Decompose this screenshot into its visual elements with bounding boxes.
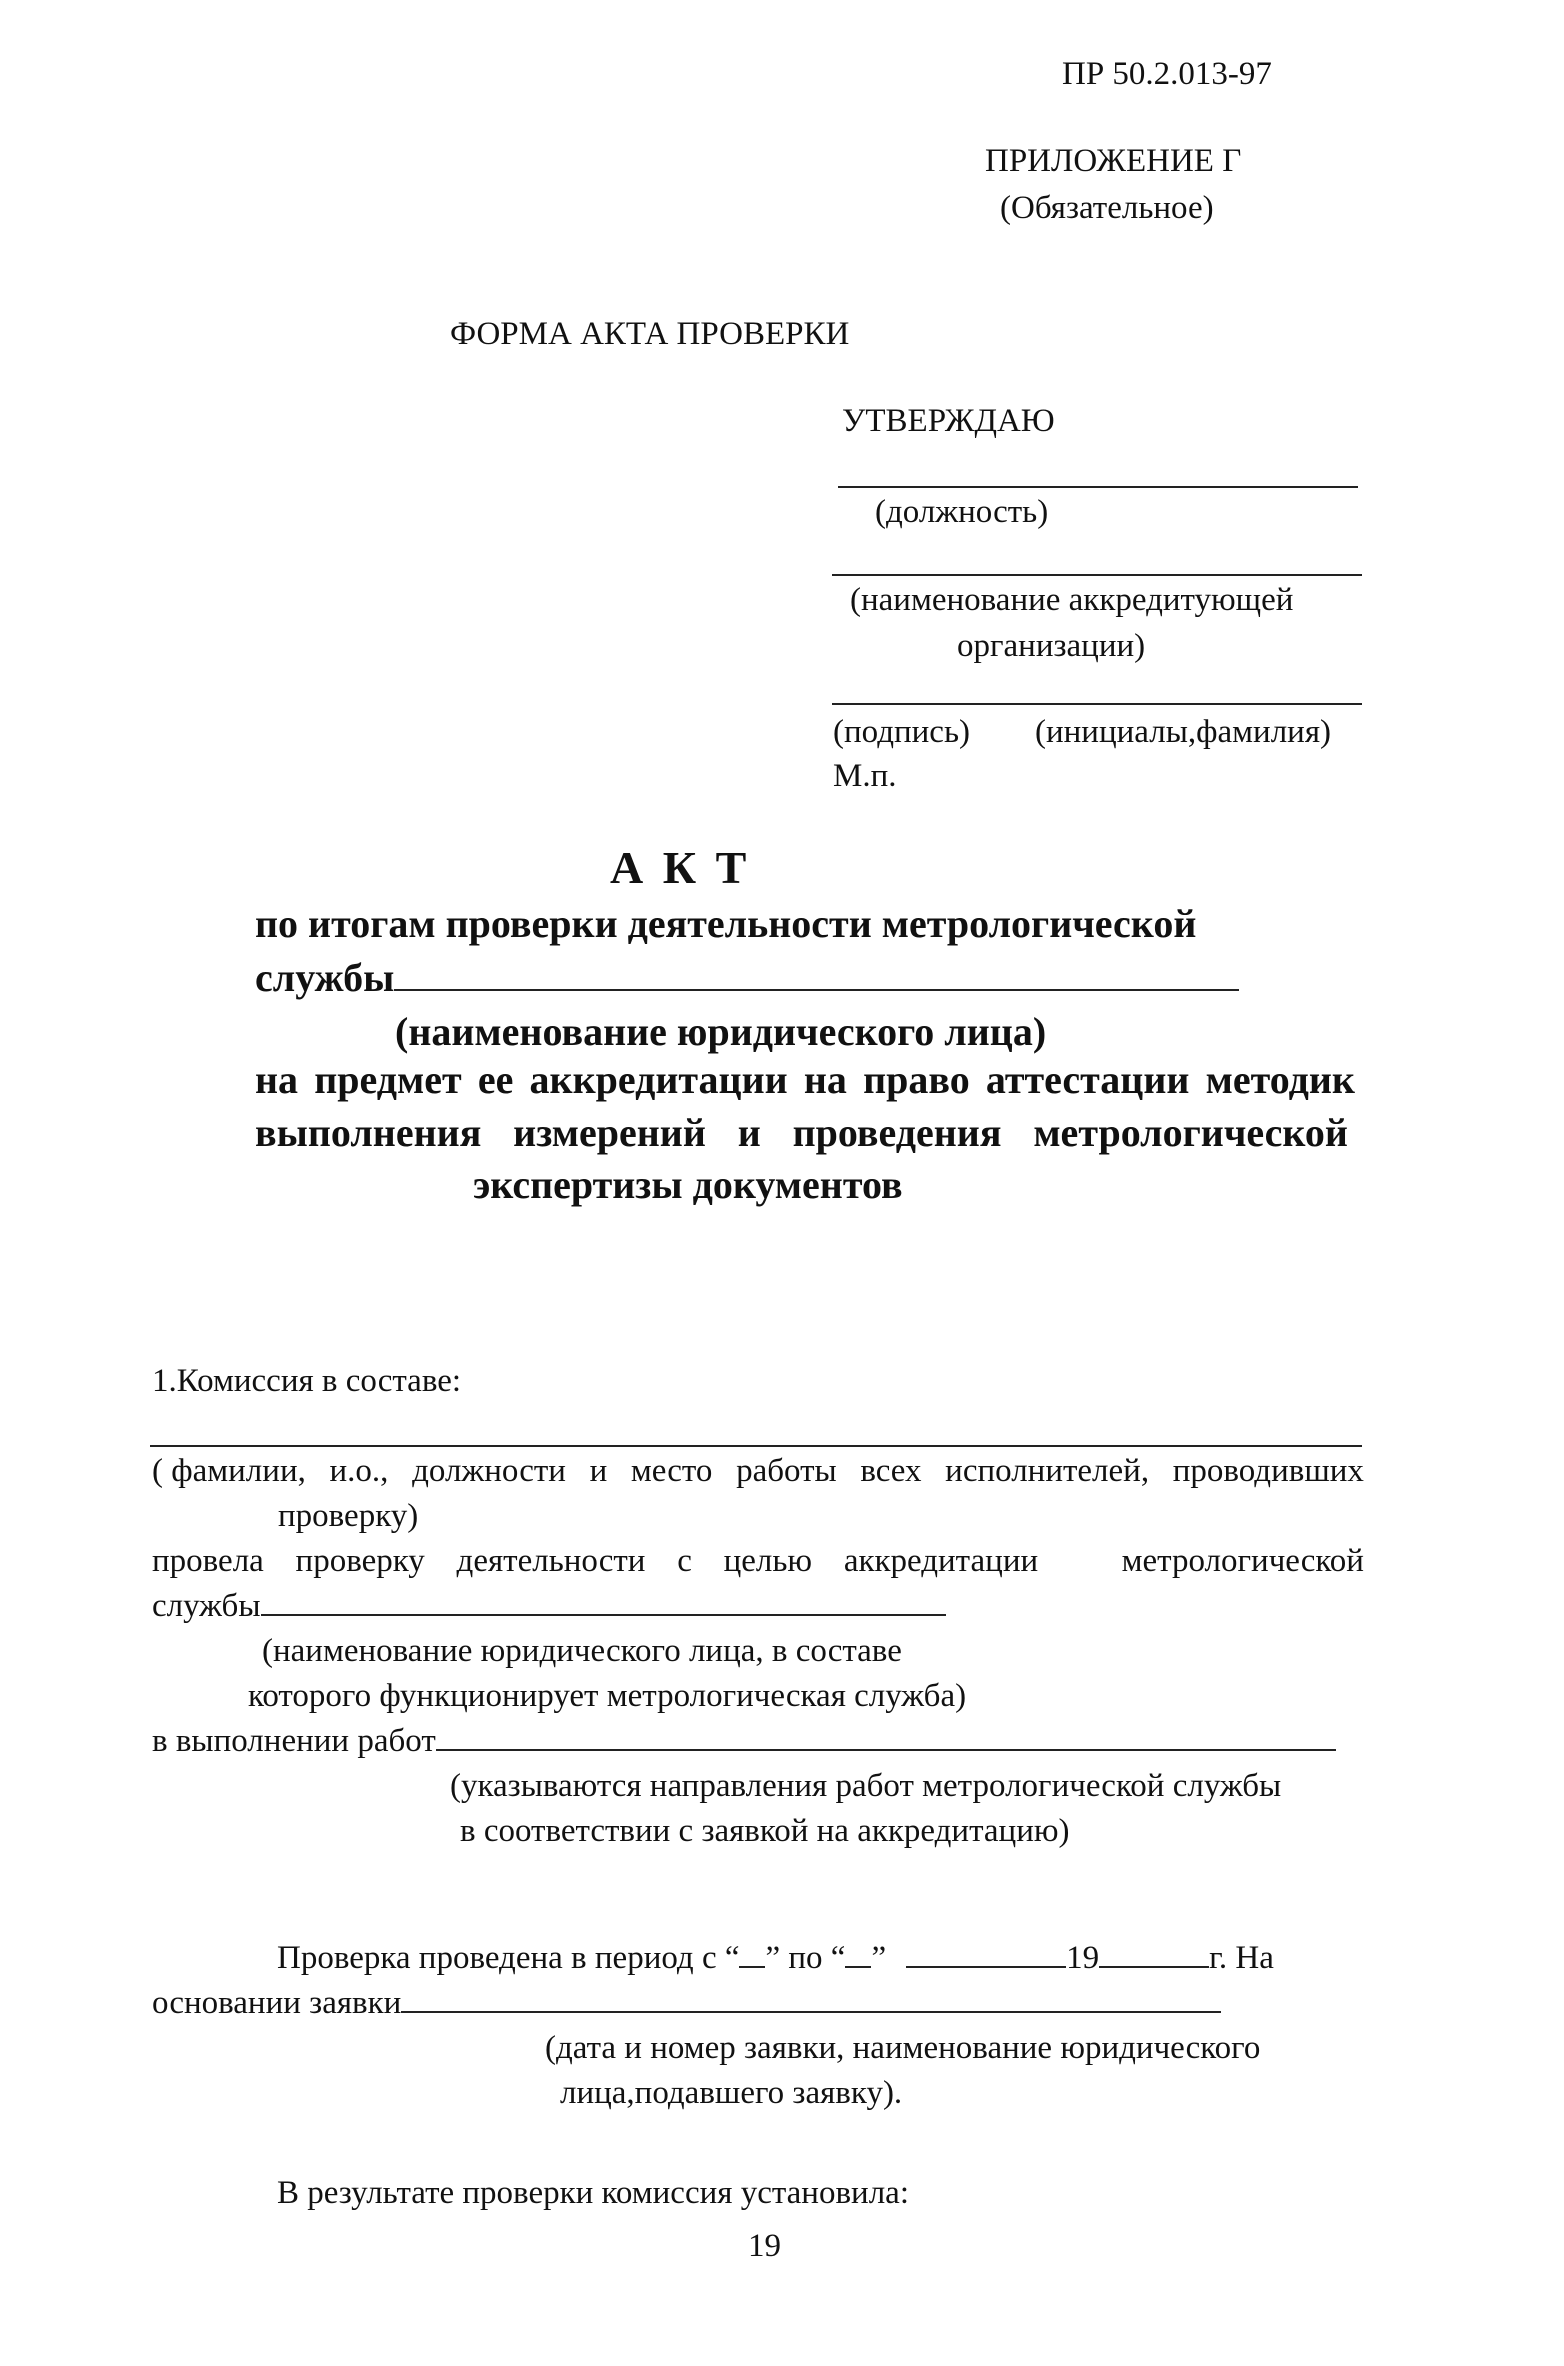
organization-line [832,574,1362,576]
position-line [838,486,1358,488]
entity-hint-line-2: которого функционирует метрологическая служба) [248,1678,967,1714]
conducted-word: метрологической [1121,1543,1364,1579]
period-text-a: Проверка проведена в период с “ [277,1940,740,1976]
period-year: 19 [1066,1940,1100,1976]
period-text-b: ” по “ [765,1940,846,1976]
members-hint-word: должности [412,1453,566,1489]
members-hint-line-2: проверку) [278,1498,419,1534]
act-line-4-word: аккредитации [529,1057,788,1102]
conducted-word: провела [152,1543,264,1579]
works-hint-line-2: в соответствии с заявкой на аккредитацию) [460,1813,1070,1849]
act-line-6: экспертизы документов [473,1162,903,1207]
act-line-4-word: на [255,1057,299,1102]
spacer [1070,1545,1090,1578]
basis-hint-line-2: лица,подавшего заявку). [560,2075,903,2111]
service-entity-blank [261,1614,946,1616]
appendix-note: (Обязательное) [1000,190,1214,226]
signature-caption: (подпись) [833,714,970,750]
period-from-day-blank [739,1966,765,1968]
works-label: в выполнении работ [152,1723,436,1759]
act-line-5-word: проведения [792,1110,1002,1155]
works-hint-line-1: (указываются направления работ метрологической службы [450,1768,1282,1804]
period-month-blank [906,1966,1066,1968]
position-caption: (должность) [875,494,1049,530]
members-hint-word: и [589,1453,608,1489]
act-service-label: службы [255,955,395,1000]
act-line-5-word: метрологической [1033,1110,1348,1155]
act-line-4-word: право [863,1057,970,1102]
commission-label: 1.Комиссия в составе: [152,1363,462,1399]
basis-label: основании заявки [152,1985,402,2021]
conducted-word: целью [723,1543,813,1579]
seal-label: М.п. [833,758,897,794]
act-line-4-word: на [803,1057,847,1102]
period-to-day-blank [845,1966,871,1968]
signature-line [832,703,1362,705]
approve-label: УТВЕРЖДАЮ [842,403,1055,439]
act-line-5-word: измерений [513,1110,706,1155]
service-label: службы [152,1588,261,1624]
conducted-word: проверку [295,1543,425,1579]
members-hint-word: место [630,1453,713,1489]
basis-hint-line-1: (дата и номер заявки, наименование юридического [545,2030,1261,2066]
works-blank [436,1749,1336,1751]
period-year-blank [1099,1966,1209,1968]
organization-caption-2: организации) [957,628,1146,664]
page-number: 19 [748,2228,781,2264]
appendix-title: ПРИЛОЖЕНИЕ Г [985,143,1242,179]
initials-caption: (инициалы,фамилия) [1035,714,1331,750]
members-hint-word: исполнителей, [945,1453,1150,1489]
basis-line [152,1987,1221,2020]
act-line-5-word: выполнения [255,1110,482,1155]
members-hint-word: всех [860,1453,922,1489]
act-line-5-word: и [737,1110,761,1155]
period-text-c: ” [871,1940,887,1976]
period-line [277,1942,1274,1975]
members-hint-word: работы [736,1453,837,1489]
act-line-4-word: аттестации [985,1057,1190,1102]
conducted-word: с [677,1543,692,1579]
members-hint-word: проводивших [1172,1453,1364,1489]
act-line-4 [255,1057,1355,1102]
act-line-5 [255,1110,1348,1155]
legal-entity-blank [394,989,1239,991]
members-hint-word: ( фамилии, [152,1453,306,1489]
entity-hint-line-1: (наименование юридического лица, в составе [262,1633,902,1669]
form-title: ФОРМА АКТА ПРОВЕРКИ [450,316,850,352]
basis-blank [401,2011,1221,2013]
conducted-word: аккредитации [843,1543,1039,1579]
conducted-word: деятельности [456,1543,646,1579]
act-line-4-word: ее [477,1057,514,1102]
act-line-4-word: предмет [314,1057,462,1102]
conducted-line [152,1545,1364,1578]
members-hint-word: и.о., [329,1453,389,1489]
act-line-2 [255,955,1239,1000]
act-line-4-word: методик [1205,1057,1355,1102]
organization-caption-1: (наименование аккредитующей [850,582,1294,618]
works-line [152,1725,1336,1758]
document-code: ПР 50.2.013-97 [1062,56,1272,92]
act-line-3: (наименование юридического лица) [395,1009,1047,1054]
members-hint-line-1 [152,1455,1364,1488]
period-text-d: г. На [1209,1940,1274,1976]
act-title: А К Т [610,842,751,893]
act-line-1: по итогам проверки деятельности метрологической [255,901,1197,946]
commission-members-line [150,1445,1362,1447]
result-line: В результате проверки комиссия установила: [277,2175,909,2211]
service-line [152,1590,946,1623]
